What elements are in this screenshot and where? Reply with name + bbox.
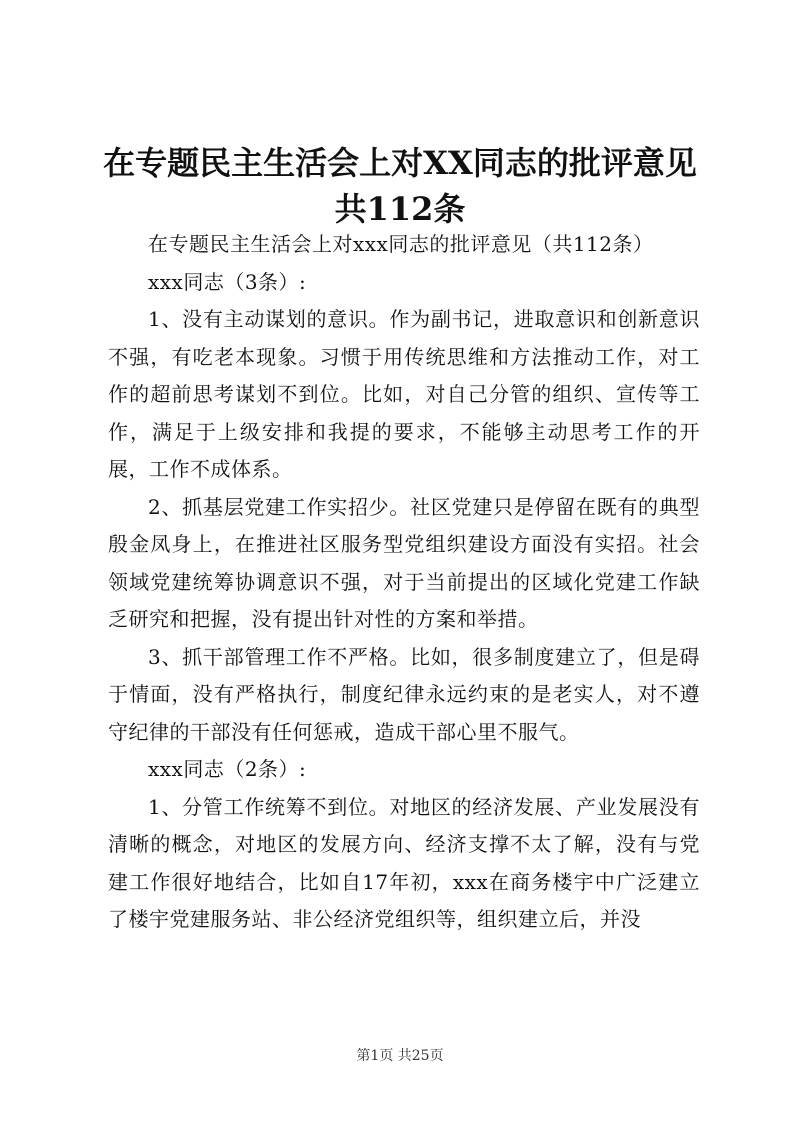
paragraph-item-2: 2、抓基层党建工作实招少。社区党建只是停留在既有的典型殷金凤身上，在推进社区服务型党组织建设方面没有实招。社会领域党建统筹协调意识不强，对于当前提出的区域化党建工作缺乏研究和把握，没有提出针对性的方案和举措。	[108, 494, 700, 631]
paragraph-subtitle: 在专题民主生活会上对xxx同志的批评意见（共112条）	[148, 232, 654, 256]
paragraph-item-1: 1、没有主动谋划的意识。作为副书记，进取意识和创新意识不强，有吃老本现象。习惯于用传统思维和方法推动工作，对工作的超前思考谋划不到位。比如，对自己分管的组织、宣传等工作，满足于上级安排和我提的要求，不能够主动思考工作的开展，工作不成体系。	[108, 307, 700, 481]
section-heading-comrade-2: xxx同志（2条）:	[148, 757, 307, 781]
paragraph-item-3: 3、抓干部管理工作不严格。比如，很多制度建立了，但是碍于情面，没有严格执行，制度纪律永远约束的是老实人，对不遵守纪律的干部没有任何惩戒，造成干部心里不服气。	[108, 644, 700, 744]
page-footer	[0, 1046, 800, 1066]
document-title: 在专题民主生活会上对XX同志的批评意见共112条	[103, 144, 697, 228]
paragraph-item-4: 1、分管工作统筹不到位。对地区的经济发展、产业发展没有清晰的概念，对地区的发展方向、经济支撑不太了解，没有与党建工作很好地结合，比如自17年初，xxx在商务楼宇中广泛建立了楼宇党建服务站、非公经济党组织等，组织建立后，并没	[108, 794, 700, 931]
section-heading-comrade-1: xxx同志（3条）:	[148, 269, 307, 294]
document-body	[108, 226, 700, 939]
page-number: 第1页 共25页	[356, 1048, 444, 1064]
